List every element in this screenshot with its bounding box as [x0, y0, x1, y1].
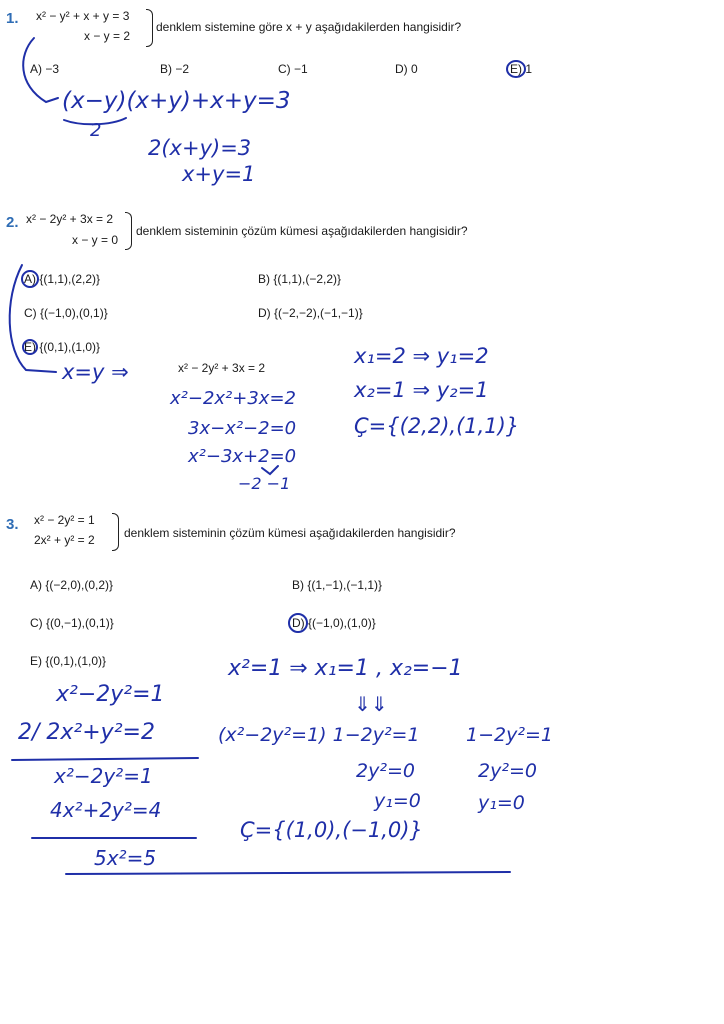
option-b[interactable]: B) {(1,−1),(−1,1)}	[292, 578, 383, 592]
handwritten-result: 5x²=5	[94, 846, 157, 870]
handwritten-step: 2(x+y)=3	[148, 136, 252, 160]
question-number: 1.	[6, 10, 19, 27]
option-e[interactable]: E) {(0,1),(1,0)}	[24, 340, 101, 354]
system-brace	[112, 513, 119, 551]
equation-2: x − y = 0	[72, 233, 119, 247]
question-prompt: denklem sisteminin çözüm kümesi aşağıdakilerden hangisidir?	[136, 224, 468, 238]
equation-1: x² − 2y² + 3x = 2	[26, 212, 114, 226]
handwritten-step: x²−2y²=1	[54, 764, 153, 788]
handwritten-step: 3x−x²−2=0	[188, 418, 297, 439]
handwritten-answer: x+y=1	[182, 162, 256, 186]
option-a[interactable]: A) {(1,1),(2,2)}	[24, 272, 101, 286]
question-number: 2.	[6, 214, 19, 231]
factor-tick	[262, 466, 278, 474]
handwritten-step: 2y²=0	[478, 760, 537, 782]
handwritten-step: y₁=0	[478, 792, 525, 814]
equation-2: 2x² + y² = 2	[34, 533, 95, 547]
handwritten-step: 4x²+2y²=4	[50, 798, 162, 822]
question-prompt: denklem sistemine göre x + y aşağıdakilerden hangisidir?	[156, 20, 462, 34]
handwritten-step: x=y ⇒	[62, 360, 129, 384]
handwritten-roots: −2 −1	[238, 474, 291, 493]
option-c[interactable]: C) {(−1,0),(0,1)}	[24, 306, 108, 320]
handwritten-step: x²−3x+2=0	[188, 446, 297, 467]
handwritten-step: x²=1 ⇒ x₁=1 , x₂=−1	[228, 656, 463, 681]
option-b[interactable]: B) {(1,1),(−2,2)}	[258, 272, 342, 286]
option-a[interactable]: A) {(−2,0),(0,2)}	[30, 578, 114, 592]
question-prompt: denklem sisteminin çözüm kümesi aşağıdakilerden hangisidir?	[124, 526, 456, 540]
option-c[interactable]: C) −1	[278, 62, 308, 76]
handwritten-step: y₁=0	[374, 790, 421, 812]
option-a[interactable]: A) −3	[30, 62, 60, 76]
option-e[interactable]: E) {(0,1),(1,0)}	[30, 654, 107, 668]
handwritten-step: x²−2x²+3x=2	[170, 388, 296, 409]
handwritten-step: 2/ 2x²+y²=2	[18, 720, 155, 745]
option-d[interactable]: D) 0	[395, 62, 418, 76]
handwritten-note: 2	[90, 120, 102, 141]
handwritten-step: x₁=2 ⇒ y₁=2	[354, 344, 489, 368]
option-e[interactable]: E) 1	[510, 62, 533, 76]
handwritten-step: 2y²=0	[356, 760, 415, 782]
handwritten-step: x²−2y²=1	[56, 682, 165, 707]
bottom-line	[66, 872, 510, 874]
handwritten-step: (x²−2y²=1) 1−2y²=1	[218, 724, 420, 746]
option-d[interactable]: D) {(−2,−2),(−1,−1)}	[258, 306, 363, 320]
handwritten-answer: Ç={(1,0),(−1,0)}	[240, 818, 423, 842]
separator-line	[12, 758, 198, 760]
handwritten-arrows: ⇓⇓	[354, 692, 388, 716]
handwritten-step: (x−y)(x+y)+x+y=3	[62, 88, 291, 114]
option-b[interactable]: B) −2	[160, 62, 190, 76]
substituted-equation: x² − 2y² + 3x = 2	[178, 361, 266, 375]
equation-1: x² − y² + x + y = 3	[36, 9, 130, 23]
equation-2: x − y = 2	[84, 29, 131, 43]
handwritten-step: x₂=1 ⇒ y₂=1	[354, 378, 489, 402]
option-c[interactable]: C) {(0,−1),(0,1)}	[30, 616, 114, 630]
handwritten-answer: Ç={(2,2),(1,1)}	[354, 414, 520, 438]
handwritten-step: 1−2y²=1	[466, 724, 553, 746]
option-d[interactable]: D) {(−1,0),(1,0)}	[292, 616, 376, 630]
equation-1: x² − 2y² = 1	[34, 513, 95, 527]
system-brace	[125, 212, 132, 250]
system-brace	[146, 9, 153, 47]
question-number: 3.	[6, 516, 19, 533]
